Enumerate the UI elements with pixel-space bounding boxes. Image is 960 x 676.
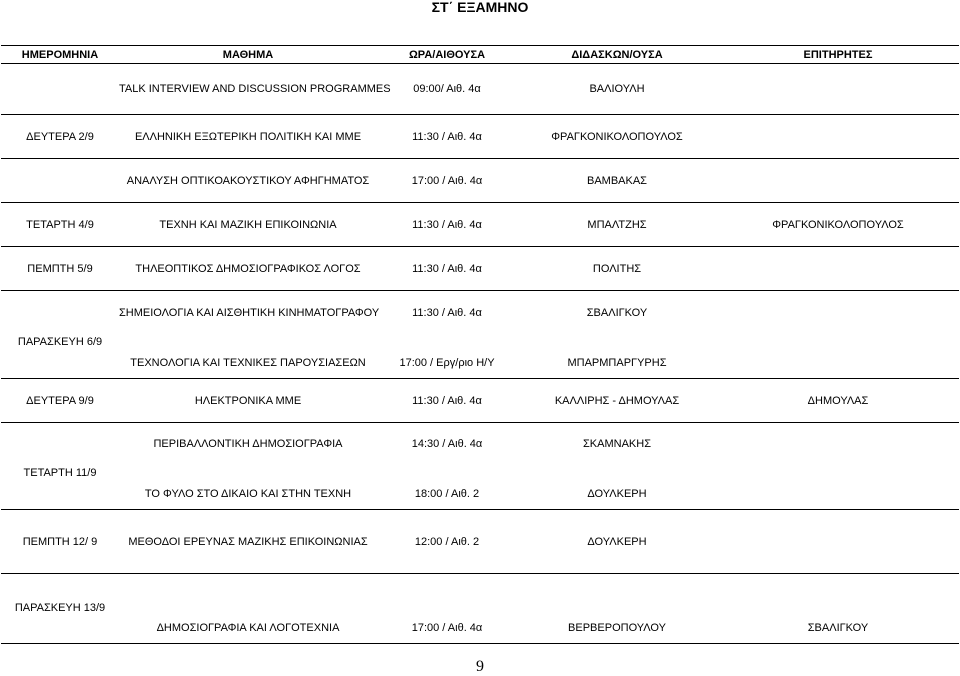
cell-supervisors: [717, 423, 959, 466]
cell-course: ΣΗΜΕΙΟΛΟΓΙΑ ΚΑΙ ΑΙΣΘΗΤΙΚΗ ΚΙΝΗΜΑΤΟΓΡΑΦΟΥ: [119, 291, 377, 335]
cell-course: ΔΗΜΟΣΙΟΓΡΑΦΙΑ ΚΑΙ ΛΟΓΟΤΕΧΝΙΑ: [119, 614, 377, 644]
table-row: [1, 291, 959, 335]
cell-supervisors: [717, 64, 959, 115]
cell-date: ΤΕΤΑΡΤΗ 11/9: [23, 466, 97, 479]
cell-time: 17:00 / Αιθ. 4α: [377, 159, 517, 203]
cell-date: [1, 480, 119, 510]
cell-course: ΑΝΑΛΥΣΗ ΟΠΤΙΚΟΑΚΟΥΣΤΙΚΟΥ ΑΦΗΓΗΜΑΤΟΣ: [119, 159, 377, 203]
cell-supervisors: ΔΗΜΟΥΛΑΣ: [717, 379, 959, 423]
cell-course: [119, 335, 377, 349]
page-number: 9: [476, 658, 484, 675]
cell-teacher: ΒΕΡΒΕΡΟΠΟΥΛΟΥ: [517, 614, 717, 644]
table-row: [1, 349, 959, 379]
cell-time: 18:00 / Αιθ. 2: [414, 488, 480, 501]
cell-supervisors: [717, 335, 959, 349]
cell-date: ΠΑΡΑΣΚΕΥΗ 13/9: [1, 574, 119, 614]
cell-supervisors: [717, 510, 959, 574]
cell-time: 11:30 / Αιθ. 4α: [377, 115, 517, 159]
table-row: [1, 64, 959, 115]
table-row: [1, 466, 959, 480]
cell-teacher: ΔΟΥΛΚΕΡΗ: [587, 488, 647, 501]
cell-supervisors: ΦΡΑΓΚΟΝΙΚΟΛΟΠΟΥΛΟΣ: [717, 203, 959, 247]
cell-date: [1, 614, 119, 644]
cell-teacher: ΜΠΑΡΜΠΑΡΓΥΡΗΣ: [567, 357, 667, 370]
cell-teacher: [517, 335, 717, 349]
table-row: [1, 423, 959, 466]
cell-date: [1, 159, 119, 203]
cell-time: 11:30 / Αιθ. 4α: [377, 247, 517, 291]
cell-course: ΕΛΛΗΝΙΚΗ ΕΞΩΤΕΡΙΚΗ ΠΟΛΙΤΙΚΗ ΚΑΙ ΜΜΕ: [119, 115, 377, 159]
table-row: [1, 159, 959, 203]
table-row: [1, 510, 959, 574]
cell-course: [119, 574, 377, 614]
cell-time: 11:30 / Αιθ. 4α: [377, 291, 517, 335]
cell-time: 14:30 / Αιθ. 4α: [377, 423, 517, 466]
cell-date: [1, 291, 119, 335]
header-teacher: ΔΙΔΑΣΚΩΝ/ΟΥΣΑ: [517, 46, 717, 64]
cell-teacher: ΚΑΛΛΙΡΗΣ - ΔΗΜΟΥΛΑΣ: [517, 379, 717, 423]
cell-time: 17:00 / Αιθ. 4α: [377, 614, 517, 644]
cell-supervisors: [717, 466, 959, 480]
cell-course: ΤΗΛΕΟΠΤΙΚΟΣ ΔΗΜΟΣΙΟΓΡΑΦΙΚΟΣ ΛΟΓΟΣ: [119, 247, 377, 291]
cell-supervisors: [717, 159, 959, 203]
cell-supervisors: [717, 574, 959, 614]
cell-teacher: ΜΠΑΛΤΖΗΣ: [517, 203, 717, 247]
cell-time: [377, 466, 517, 480]
cell-teacher: [517, 574, 717, 614]
cell-supervisors: [717, 247, 959, 291]
page-title: ΣΤ΄ ΕΞΑΜΗΝΟ: [431, 0, 529, 15]
header-supervisors: ΕΠΙΤΗΡΗΤΕΣ: [717, 46, 959, 64]
cell-date: [1, 423, 119, 466]
cell-course: ΗΛΕΚΤΡΟΝΙΚΑ ΜΜΕ: [119, 379, 377, 423]
cell-date: ΔΕΥΤΕΡΑ 9/9: [1, 379, 119, 423]
cell-date: [1, 64, 119, 115]
cell-supervisors: [717, 115, 959, 159]
cell-course: ΤΕΧΝΗ ΚΑΙ ΜΑΖΙΚΗ ΕΠΙΚΟΙΝΩΝΙΑ: [119, 203, 377, 247]
cell-course: ΤΟ ΦΥΛΟ ΣΤΟ ΔΙΚΑΙΟ ΚΑΙ ΣΤΗΝ ΤΕΧΝΗ: [144, 488, 352, 501]
header-row: [1, 46, 959, 64]
cell-supervisors: [717, 480, 959, 510]
table-row: [1, 379, 959, 423]
table-row: [1, 115, 959, 159]
cell-date: [1, 349, 119, 379]
cell-date: ΠΑΡΑΣΚΕΥΗ 6/9: [17, 335, 103, 348]
cell-course: ΜΕΘΟΔΟΙ ΕΡΕΥΝΑΣ ΜΑΖΙΚΗΣ ΕΠΙΚΟΙΝΩΝΙΑΣ: [119, 510, 377, 574]
cell-date: ΤΕΤΑΡΤΗ 4/9: [1, 203, 119, 247]
cell-time: 11:30 / Αιθ. 4α: [377, 203, 517, 247]
cell-teacher: ΦΡΑΓΚΟΝΙΚΟΛΟΠΟΥΛΟΣ: [517, 115, 717, 159]
cell-supervisors: [717, 291, 959, 335]
cell-time: 12:00 / Αιθ. 2: [377, 510, 517, 574]
cell-date: ΠΕΜΠΤΗ 5/9: [1, 247, 119, 291]
cell-teacher: ΠΟΛΙΤΗΣ: [517, 247, 717, 291]
cell-date: ΔΕΥΤΕΡΑ 2/9: [1, 115, 119, 159]
cell-supervisors: [717, 349, 959, 379]
cell-supervisors: ΣΒΑΛΙΓΚΟΥ: [717, 614, 959, 644]
cell-course: ΤΕΧΝΟΛΟΓΙΑ ΚΑΙ ΤΕΧΝΙΚΕΣ ΠΑΡΟΥΣΙΑΣΕΩΝ: [130, 357, 366, 370]
cell-time: 11:30 / Αιθ. 4α: [377, 379, 517, 423]
cell-course: TALK INTERVIEW AND DISCUSSION PROGRAMMES: [119, 83, 391, 95]
cell-time: [377, 574, 517, 614]
header-time-room: ΩΡΑ/ΑΙΘΟΥΣΑ: [377, 46, 517, 64]
cell-course: ΠΕΡΙΒΑΛΛΟΝΤΙΚΗ ΔΗΜΟΣΙΟΓΡΑΦΙΑ: [119, 423, 377, 466]
header-date: ΗΜΕΡΟΜΗΝΙΑ: [1, 46, 119, 64]
cell-time: 09:00/ Αιθ. 4α: [413, 83, 481, 95]
cell-date: ΠΕΜΠΤΗ 12/ 9: [1, 510, 119, 574]
table-row: [1, 203, 959, 247]
cell-teacher: ΣΚΑΜΝΑΚΗΣ: [517, 423, 717, 466]
table-row: [1, 480, 959, 510]
cell-teacher: ΒΑΜΒΑΚΑΣ: [517, 159, 717, 203]
cell-teacher: [517, 466, 717, 480]
header-course: ΜΑΘΗΜΑ: [119, 46, 377, 64]
cell-time: [377, 335, 517, 349]
cell-time: 17:00 / Εργ/ριο Η/Υ: [399, 357, 495, 370]
cell-teacher: ΔΟΥΛΚΕΡΗ: [517, 510, 717, 574]
cell-teacher: ΒΑΛΙΟΥΛΗ: [589, 83, 645, 95]
table-row: [1, 614, 959, 644]
cell-course: [119, 466, 377, 480]
table-row: [1, 335, 959, 349]
exam-schedule-table: [1, 45, 959, 644]
table-row: [1, 574, 959, 614]
table-row: [1, 247, 959, 291]
cell-teacher: ΣΒΑΛΙΓΚΟΥ: [517, 291, 717, 335]
